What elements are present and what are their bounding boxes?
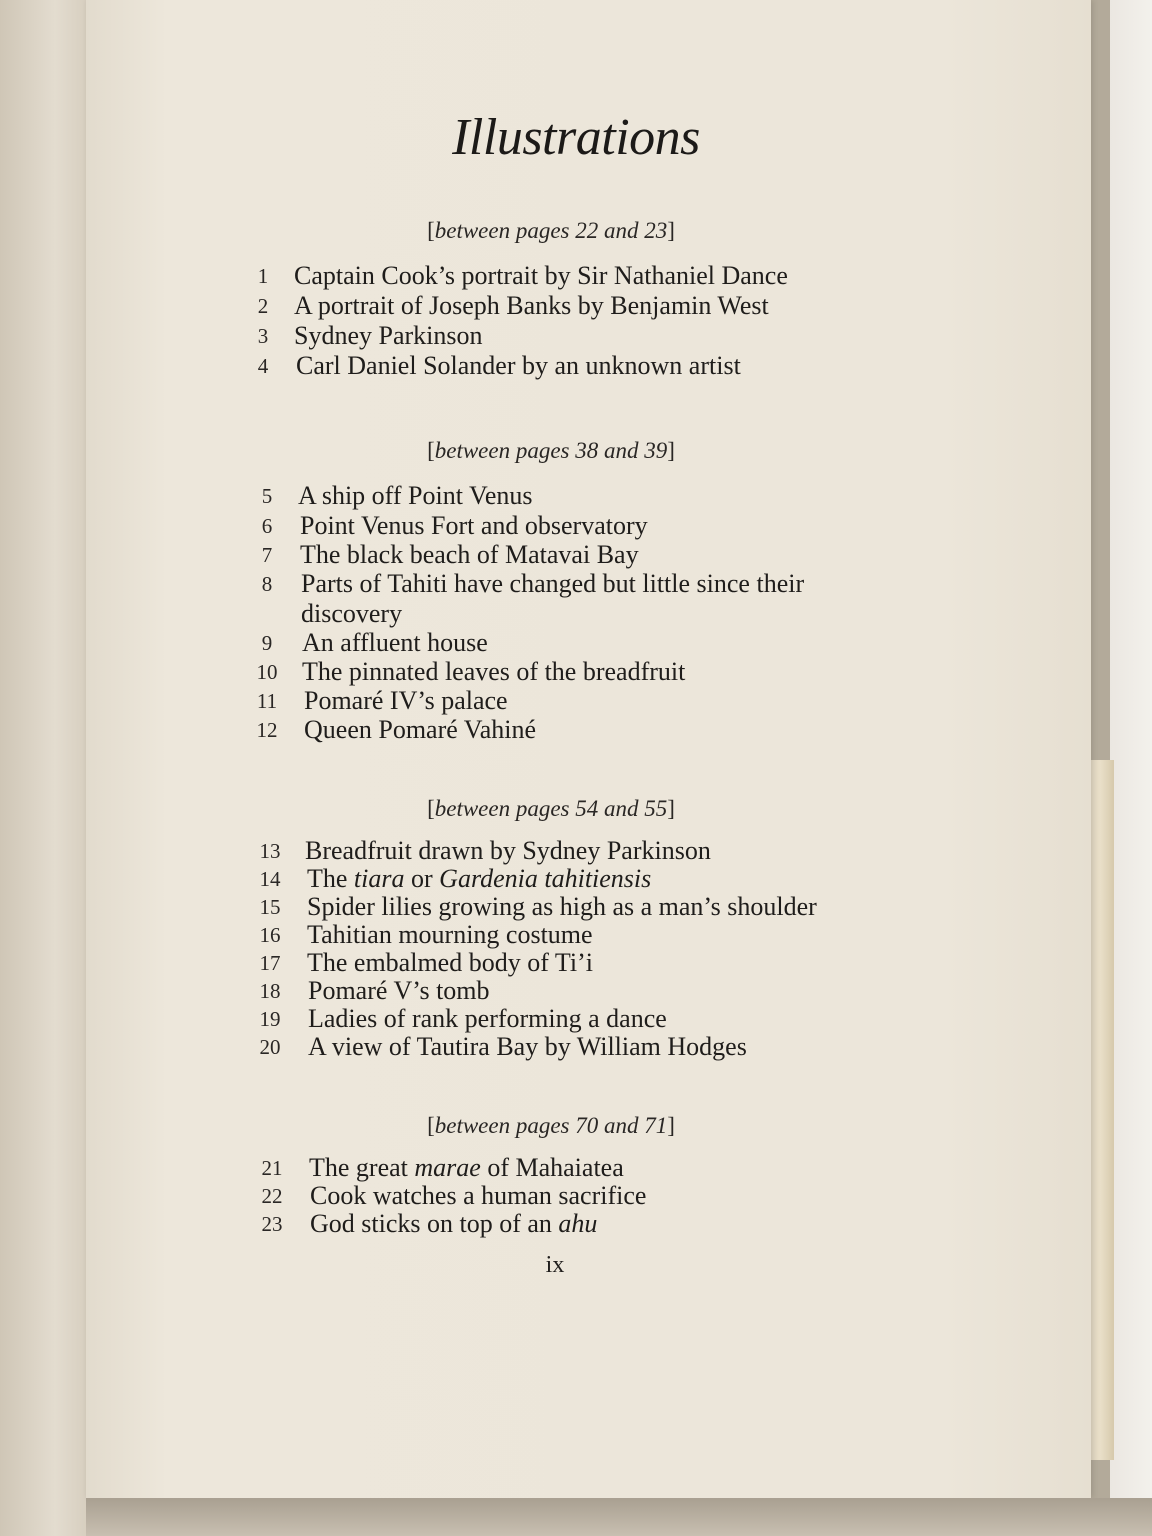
list-item <box>255 1153 895 1181</box>
caption-part: God sticks on top of an <box>310 1209 559 1238</box>
page-number: ix <box>545 1252 565 1278</box>
item-number: 21 <box>261 1156 283 1180</box>
caption-italic: marae <box>414 1153 481 1182</box>
item-number: 22 <box>261 1184 283 1208</box>
list-item <box>253 1032 893 1060</box>
list-item <box>253 920 893 948</box>
item-caption <box>309 1153 624 1183</box>
item-number: 5 <box>261 484 273 508</box>
list-item <box>250 569 890 628</box>
list-item <box>250 686 890 715</box>
illustration-list <box>253 836 893 1060</box>
list-item <box>246 351 886 381</box>
item-number: 8 <box>261 572 273 596</box>
list-item <box>246 261 886 291</box>
list-item <box>253 948 893 976</box>
list-item <box>250 481 890 511</box>
caption-part: The great <box>309 1153 415 1182</box>
list-item <box>250 628 890 657</box>
section-heading-text: between pages 38 and 39 <box>434 438 668 463</box>
item-number: 16 <box>259 923 281 947</box>
caption-italic: Gardenia tahitiensis <box>439 864 652 893</box>
list-item <box>253 864 893 892</box>
item-number: 10 <box>256 660 278 684</box>
item-caption: The pinnated leaves of the breadfruit <box>302 657 686 686</box>
item-number: 23 <box>261 1212 283 1236</box>
illustration-list <box>255 1153 895 1237</box>
section-heading: [between pages 22 and 23] <box>427 218 675 243</box>
list-item <box>253 976 893 1004</box>
section-heading: [between pages 54 and 55] <box>427 796 675 821</box>
item-caption: Carl Daniel Solander by an unknown artist <box>296 351 741 380</box>
item-number: 11 <box>256 689 278 713</box>
item-number: 3 <box>257 324 269 348</box>
item-number: 6 <box>261 514 273 538</box>
item-number: 17 <box>259 951 281 975</box>
item-caption: Point Venus Fort and observatory <box>300 511 648 540</box>
list-item <box>250 540 890 569</box>
item-caption: Parts of Tahiti have changed but little since their discovery <box>301 569 805 628</box>
caption-part: The <box>307 864 354 893</box>
section-heading-text: between pages 70 and 71 <box>434 1113 668 1138</box>
item-number: 13 <box>259 839 281 863</box>
item-number: 19 <box>259 1007 281 1031</box>
illustration-list <box>250 481 890 744</box>
list-item <box>255 1181 895 1209</box>
section-heading: [between pages 70 and 71] <box>427 1113 675 1138</box>
item-caption: Ladies of rank performing a dance <box>308 1004 667 1033</box>
item-caption: A ship off Point Venus <box>298 481 533 510</box>
item-number: 1 <box>257 264 269 288</box>
list-item <box>253 836 893 864</box>
item-caption: A portrait of Joseph Banks by Benjamin West <box>294 291 769 320</box>
item-caption: Captain Cook’s portrait by Sir Nathaniel Dance <box>294 261 788 290</box>
section-heading-text: between pages 54 and 55 <box>434 796 668 821</box>
list-item <box>253 892 893 920</box>
item-number: 7 <box>261 543 273 567</box>
list-item <box>250 511 890 540</box>
page-title: Illustrations <box>452 109 700 166</box>
item-number: 4 <box>257 354 269 378</box>
item-caption: Pomaré IV’s palace <box>304 686 508 715</box>
item-caption: Tahitian mourning costume <box>307 920 593 949</box>
illustration-list <box>246 261 886 381</box>
list-item <box>246 291 886 321</box>
item-caption: Spider lilies growing as high as a man’s shoulder <box>307 892 817 921</box>
item-caption: Pomaré V’s tomb <box>308 976 490 1005</box>
item-caption: The embalmed body of Ti’i <box>307 948 593 977</box>
list-item <box>246 321 886 351</box>
item-caption <box>310 1209 597 1239</box>
caption-italic: tiara <box>353 864 405 893</box>
item-caption <box>307 864 651 894</box>
list-item <box>253 1004 893 1032</box>
caption-italic: ahu <box>558 1209 598 1238</box>
page-bottom-shadow <box>86 1498 1152 1536</box>
list-item <box>250 715 890 744</box>
item-caption: A view of Tautira Bay by William Hodges <box>308 1032 747 1061</box>
list-item <box>255 1209 895 1237</box>
list-item <box>250 657 890 686</box>
item-caption: An affluent house <box>302 628 488 657</box>
item-caption: Queen Pomaré Vahiné <box>304 715 537 744</box>
item-number: 18 <box>259 979 281 1003</box>
section-heading: [between pages 38 and 39] <box>427 438 675 463</box>
caption-part: or <box>404 864 440 893</box>
item-number: 2 <box>257 294 269 318</box>
section-heading-text: between pages 22 and 23 <box>434 218 668 243</box>
item-number: 12 <box>256 718 278 742</box>
item-caption: Cook watches a human sacrifice <box>310 1181 647 1210</box>
item-caption: Sydney Parkinson <box>294 321 483 350</box>
item-number: 15 <box>259 895 281 919</box>
item-number: 20 <box>259 1035 281 1059</box>
caption-part: of Mahaiatea <box>480 1153 624 1182</box>
item-caption: Breadfruit drawn by Sydney Parkinson <box>305 836 711 865</box>
background-surface <box>1110 0 1152 1536</box>
item-number: 14 <box>259 867 281 891</box>
item-number: 9 <box>261 631 273 655</box>
item-caption: The black beach of Matavai Bay <box>300 540 639 569</box>
